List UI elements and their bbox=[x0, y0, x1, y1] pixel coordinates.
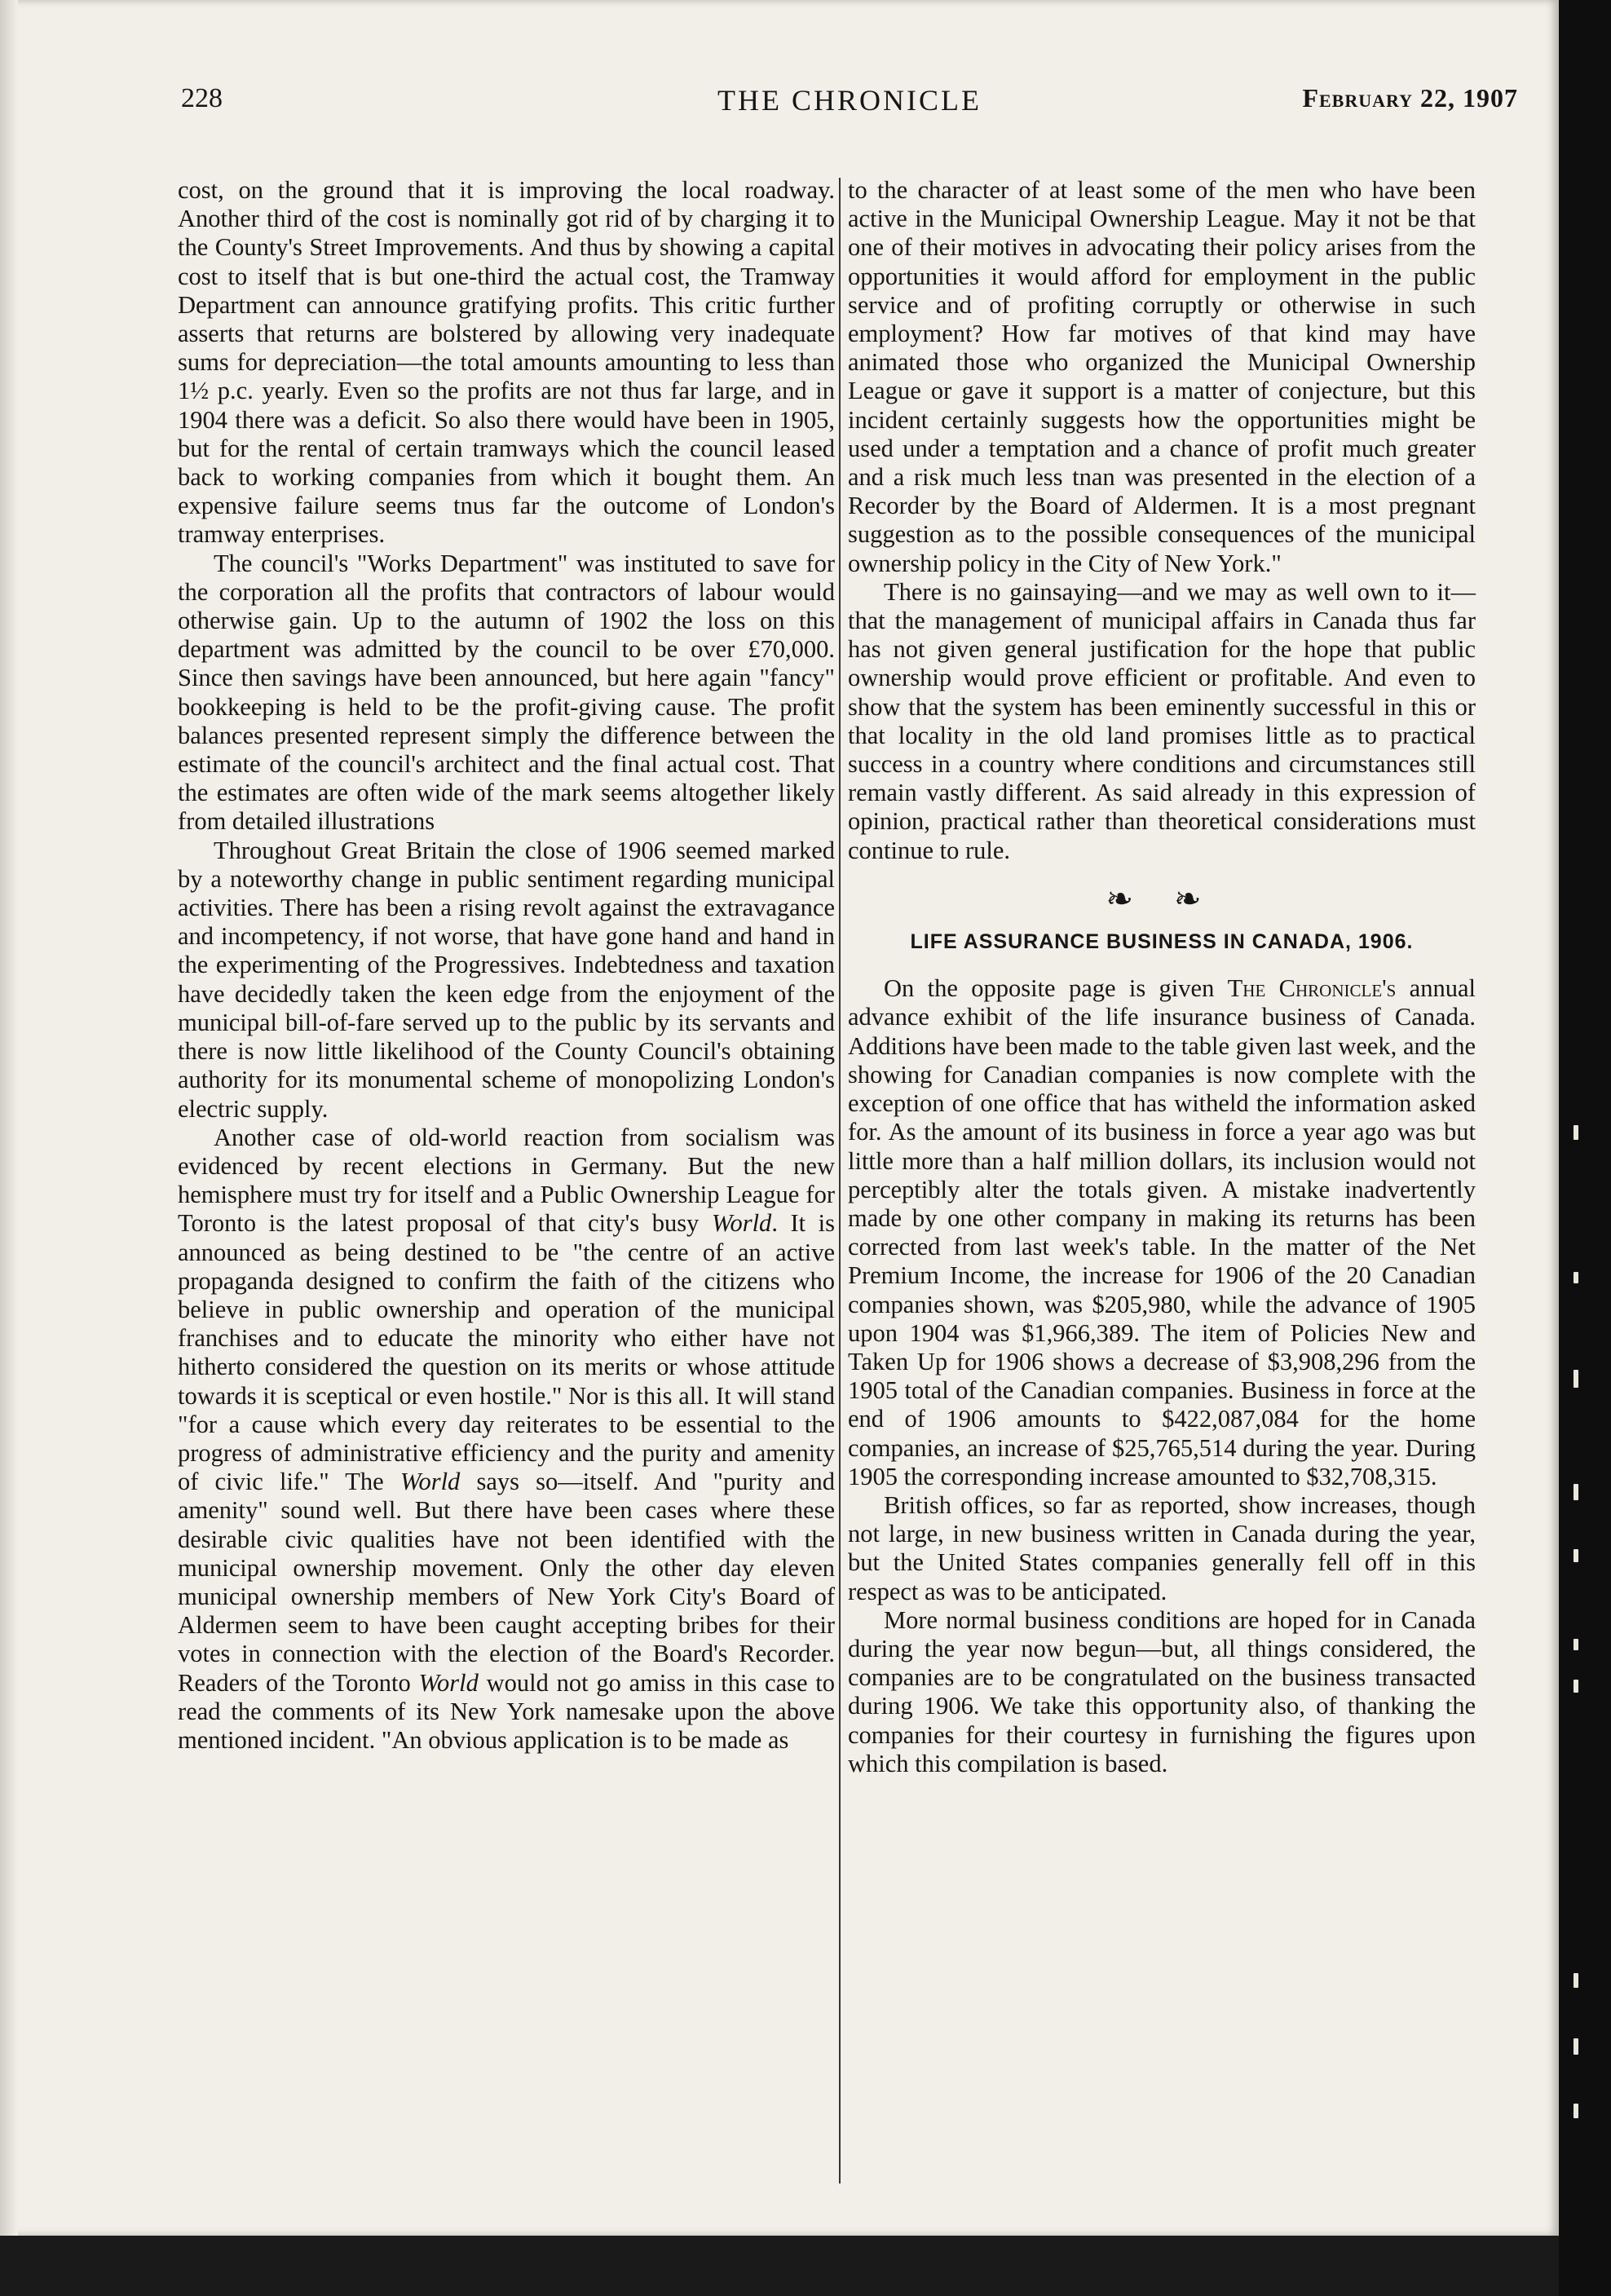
paragraph: cost, on the ground that it is improving the local roadway. Another third of the cost is nominally got rid of by charging it to the County's Street Improvements. And thus by showing a capital cost to itself that is but one-third the actual cost, the Tramway Department can announce gratifying profits. This critic further asserts that returns are bolstered by allowing very inadequate sums for depreciation—the total amounts amounting to less than 1½ p.c. yearly. Even so the profits are not thus far large, and in 1904 there was a deficit. So also there would have been in 1905, but for the rental of certain tramways which the council leased back to working companies from which it bought them. An expensive failure seems tnus far the outcome of London's tramway enterprises. bbox=[178, 176, 835, 549]
left-column bbox=[178, 176, 835, 1755]
chronicle-reference: The Chronicle's bbox=[1227, 974, 1397, 1003]
publication-title: THE CHRONICLE bbox=[717, 84, 982, 117]
column-rule bbox=[839, 178, 841, 2183]
ornament-separator: ❧ ❧ bbox=[1106, 880, 1218, 917]
italic-world: World bbox=[399, 1468, 461, 1496]
text-run: On the opposite page is given bbox=[884, 974, 1228, 1003]
text-run: annual advance exhibit of the life insurance business of Canada. Additions have been made to the table given last week, and the showing for Canadian companies is now complete with the exception of one office that has witheld the information asked for. As the amount of its business in force a year ago was but little more than a half million dollars, its inclusion would not perceptibly alter the totals given. A mistake inadvertently made by one other company in making its returns has been corrected from last week's table. In the matter of the Net Premium Income, the increase for 1906 of the 20 Canadian companies shown, was $205,980, while the advance of 1905 upon 1904 was $1,966,389. The item of Policies New and Taken Up for 1906 shows a decrease of $3,908,296 from the 1905 total of the Canadian companies. Business in force at the end of 1906 amounts to $422,087,084 for the home companies, an increase of $25,765,514 during the year. During 1905 the corresponding increase amounted to $32,708,315. bbox=[848, 974, 1476, 1490]
paragraph bbox=[848, 974, 1476, 1491]
italic-world: World bbox=[418, 1668, 479, 1697]
text-run: says so—itself. And "purity and amenity" sound well. But there have been cases where these desirable civic qualities have not been identified with the municipal ownership movement. Only the other day eleven municipal ownership members of New York City's Board of Aldermen seem to have been caught accepting bribes for their votes in connection with the election of the Board's Recorder. Readers of the Toronto bbox=[178, 1468, 835, 1697]
paragraph: Throughout Great Britain the close of 1906 seemed marked by a noteworthy change in public sentiment regarding municipal activities. There has been a rising revolt against the extravagance and incompetency, if not worse, that have gone hand and hand in the experimenting of the Progressives. Indebtedness and taxation have decidedly taken the keen edge from the enjoyment of the municipal bill-of-fare served up to the public by its servants and there is now little likelihood of the County Council's obtaining authority for its monumental scheme of monopolizing London's electric supply. bbox=[178, 836, 835, 1123]
paragraph: to the character of at least some of the men who have been active in the Municipal Ownership League. May it not be that one of their motives in advocating their policy arises from the opportunities it would afford for employment in the public service and of profiting corruptly or otherwise in such employment? How far motives of that kind may have animated those who organized the Municipal Ownership League or gave it support is a matter of conjecture, but this incident certainly suggests how the opportunities might be used under a temptation and a chance of profit much greater and a risk much less tnan was presented in the election of a Recorder by the Board of Aldermen. It is a most pregnant suggestion as to the possible consequences of the municipal ownership policy in the City of New York." bbox=[848, 176, 1476, 577]
paragraph: The council's "Works Department" was instituted to save for the corporation all the profits that contractors of labour would otherwise gain. Up to the autumn of 1902 the loss on this department was admitted by the council to be over £70,000. Since then savings have been announced, but here again "fancy" bookkeeping is held to be the profit-giving cause. The profit balances presented represent simply the difference between the estimate of the council's architect and the final actual cost. That the estimates are often wide of the mark seems altogether likely from detailed illustrations bbox=[178, 549, 835, 836]
text-run: Another case of old-world reaction from socialism was evidenced by recent elections in Germany. But the new hemisphere must try for itself and a Public Ownership League for Toronto is the latest proposal of that city's busy bbox=[178, 1123, 835, 1238]
italic-world: World bbox=[711, 1209, 772, 1238]
paragraph: More normal business conditions are hoped for in Canada during the year now begun—but, all things considered, the companies are to be congratulated on the business transacted during 1906. We take this opportunity also, of thanking the companies for their courtesy in furnishing the figures upon which this compilation is based. bbox=[848, 1605, 1476, 1777]
text-run: would not go amiss in this case to read the comments of its New York namesake upon the above mentioned incident. "An obvious application is to be made as bbox=[178, 1668, 835, 1754]
section-heading: LIFE ASSURANCE BUSINESS IN CANADA, 1906. bbox=[910, 930, 1414, 954]
page-number: 228 bbox=[181, 83, 223, 113]
paragraph: British offices, so far as reported, show increases, though not large, in new business written in Canada during the year, but the United States companies generally fell off in this respect as was to be anticipated. bbox=[848, 1490, 1476, 1605]
paragraph: There is no gainsaying—and we may as well own to it—that the management of municipal affairs in Canada thus far has not given general justification for the hope that public ownership would prove efficient or profitable. And even to show that the system has been eminently successful in this or that locality in the old land promises little as to practical success in a country where conditions and circumstances still remain vastly different. As said already in this expression of opinion, practical rather than theoretical considerations must continue to rule. bbox=[848, 577, 1476, 864]
issue-date: February 22, 1907 bbox=[1302, 83, 1518, 113]
running-header bbox=[181, 83, 1518, 119]
right-column bbox=[848, 176, 1476, 1778]
text-run: . It is announced as being destined to be "the centre of an active propaganda designed to confirm the faith of the citizens who believe in public ownership and operation of the municipal franchises and to educate the minority who either have not hitherto considered the question on its merits or whose attitude towards it is sceptical or even hostile." Nor is this all. It will stand "for a cause which every day reiterates to be essential to the progress of administrative efficiency and the purity and amenity of civic life." The bbox=[178, 1209, 835, 1496]
page-gutter bbox=[0, 0, 18, 2236]
adjacent-page-edge bbox=[1559, 0, 1611, 2296]
paragraph bbox=[178, 1124, 835, 1755]
